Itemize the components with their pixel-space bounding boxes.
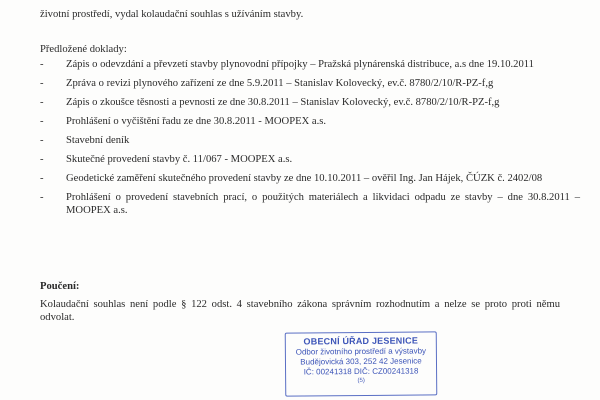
list-dash: - [40,78,44,89]
list-item-text: Stavební deník [66,135,130,146]
stamp-department: Odbor životního prostředí a výstavby [295,346,427,357]
list-item-text: Skutečné provedení stavby č. 11/067 - MOOPEX a.s. [66,154,293,165]
list-item [40,134,580,147]
intro-line: životní prostředí, vydal kolaudační souhlas s užíváním stavby. [40,9,304,20]
list-dash: - [40,116,44,127]
list-item-text: Zápis o odevzdání a převzetí stavby plynovodní přípojky – Pražská plynárenská distribuce, a.s dne 19.10.2011 [66,59,534,70]
list-item [40,172,580,185]
list-item [40,58,580,71]
stamp-number: (5) [357,377,365,385]
list-dash: - [40,192,44,203]
list-item-text: Zápis o zkoušce těsnosti a pevnosti ze dne 30.8.2011 – Stanislav Kolovecký, ev.č. 8780/2/10/R-PZ-f,g [66,97,500,108]
list-item-text: Zpráva o revizi plynového zařízení ze dne 5.9.2011 – Stanislav Kolovecký, ev.č. 8780/2/10/R-PZ-f,g [66,78,494,89]
stamp-title: OBECNÍ ÚŘAD JESENICE [303,335,419,347]
stamp-address: Budějovická 303, 252 42 Jesenice [300,356,422,367]
list-item-text: Prohlášení o vyčištění řadu ze dne 30.8.2011 - MOOPEX a.s. [66,116,326,127]
list-item [40,153,580,166]
list-item-text: Geodetické zaměření skutečného provedení stavby ze dne 10.10.2011 – ověřil Ing. Jan Hájek, ČÚZK č. 2402/08 [66,173,543,184]
list-dash: - [40,97,44,108]
list-item [40,115,580,128]
documents-list [40,58,580,223]
list-dash: - [40,59,44,70]
list-dash: - [40,173,44,184]
list-item-text: Prohlášení o provedení stavebních prací, o použitých materiálech a likvidaci odpadu ze stavby – dne 30.8.2011 – MOOPEX a.s. [66,192,580,216]
list-item [40,77,580,90]
documents-label: Předložené doklady: [40,44,127,55]
notice-text: Kolaudační souhlas není podle § 122 odst. 4 stavebního zákona správním rozhodnutím a nelze se proto proti němu odvolat. [40,299,560,323]
notice-heading: Poučení: [40,281,80,292]
list-dash: - [40,135,44,146]
office-stamp [285,331,438,396]
list-item [40,96,580,109]
stamp-ids: IČ: 00241318 DIČ: CZ00241318 [303,366,419,377]
list-dash: - [40,154,44,165]
list-item [40,191,580,217]
